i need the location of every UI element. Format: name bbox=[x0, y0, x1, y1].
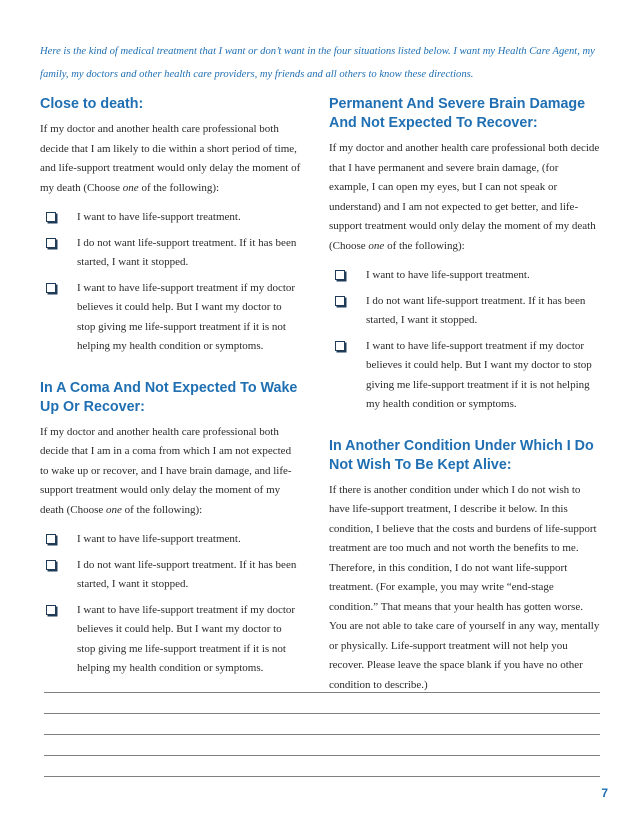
checkbox-icon[interactable] bbox=[46, 534, 56, 544]
checkbox-icon[interactable] bbox=[46, 283, 56, 293]
close-to-death-options bbox=[40, 208, 302, 357]
checkbox-icon[interactable] bbox=[46, 212, 56, 222]
checkbox-icon[interactable] bbox=[335, 270, 345, 280]
write-in-line[interactable] bbox=[44, 756, 600, 777]
heading-coma: In A Coma And Not Expected To Wake Up Or Recover: bbox=[40, 379, 298, 415]
option-item: I want to have life-support treatment. bbox=[43, 530, 302, 550]
option-item: I do not want life-support treatment. If it has been started, I want it stopped. bbox=[332, 292, 601, 331]
page-number: 7 bbox=[601, 786, 608, 800]
write-in-line[interactable] bbox=[44, 714, 600, 735]
heading-close-to-death: Close to death: bbox=[40, 96, 144, 112]
write-in-line[interactable] bbox=[44, 735, 600, 756]
option-item: I do not want life-support treatment. If it has been started, I want it stopped. bbox=[43, 556, 302, 595]
left-column bbox=[40, 95, 302, 685]
other-condition-text: If there is another condition under which I do not wish to have life-support treatment, I describe it below. In this condition, I believe that the costs and burdens of life-support treatment are too much and not worth the benefits to me. Therefore, in this condition, I do not want life-support treatment. (For example, you may write “end-stage condition.” That means that your health has gotten worse. You are not able to take care of yourself in any way, mentally or physically. Life-support treatment will not help you recover. Please leave the space blank if you have no other condition to describe.) bbox=[329, 483, 600, 691]
brain-damage-text: If my doctor and another health care professional both decide that I have permanent and severe brain damage, (for example, I can open my eyes, but I can not speak or understand) and I am not expected to get better, and life-support treatment would only delay the moment of my death (Choose one of the following): bbox=[329, 142, 600, 252]
heading-other-condition: In Another Condition Under Which I Do Not Wish To Be Kept Alive: bbox=[329, 437, 594, 473]
checkbox-icon[interactable] bbox=[46, 560, 56, 570]
option-item: I do not want life-support treatment. If it has been started, I want it stopped. bbox=[43, 234, 302, 273]
close-to-death-text: If my doctor and another health care professional both decide that I am likely to die within a short period of time, and life-support treatment would only delay the moment of my death (Choose one of the following): bbox=[40, 123, 301, 194]
heading-brain-damage: Permanent And Severe Brain Damage And Not Expected To Recover: bbox=[329, 96, 586, 131]
checkbox-icon[interactable] bbox=[46, 238, 56, 248]
write-in-line[interactable] bbox=[44, 672, 600, 693]
coma-options bbox=[40, 530, 302, 679]
option-item: I want to have life-support treatment if my doctor believes it could help. But I want my doctor to stop giving me life-support treatment if it is not helping my health condition or symptoms. bbox=[43, 601, 302, 679]
brain-damage-options bbox=[329, 266, 601, 415]
option-item: I want to have life-support treatment if my doctor believes it could help. But I want my doctor to stop giving me life-support treatment if it is not helping my health condition or symptoms. bbox=[43, 279, 302, 357]
write-in-area[interactable] bbox=[44, 672, 600, 777]
right-column bbox=[329, 95, 601, 695]
option-item: I want to have life-support treatment if my doctor believes it could help. But I want my doctor to stop giving me life-support treatment if it is not helping my health condition or symptoms. bbox=[332, 337, 601, 415]
option-item: I want to have life-support treatment. bbox=[332, 266, 601, 286]
checkbox-icon[interactable] bbox=[46, 605, 56, 615]
intro-text: Here is the kind of medical treatment that I want or don’t want in the four situations listed below. I want my Health Care Agent, my family, my doctors and other health care providers, my friends and all others to know these directions. bbox=[40, 46, 595, 80]
coma-text: If my doctor and another health care professional both decide that I am in a coma from which I am not expected to wake up or recover, and I have brain damage, and life-support treatment would only delay the moment of my death (Choose one of the following): bbox=[40, 425, 292, 516]
checkbox-icon[interactable] bbox=[335, 341, 345, 351]
write-in-line[interactable] bbox=[44, 693, 600, 714]
option-item: I want to have life-support treatment. bbox=[43, 208, 302, 228]
checkbox-icon[interactable] bbox=[335, 296, 345, 306]
